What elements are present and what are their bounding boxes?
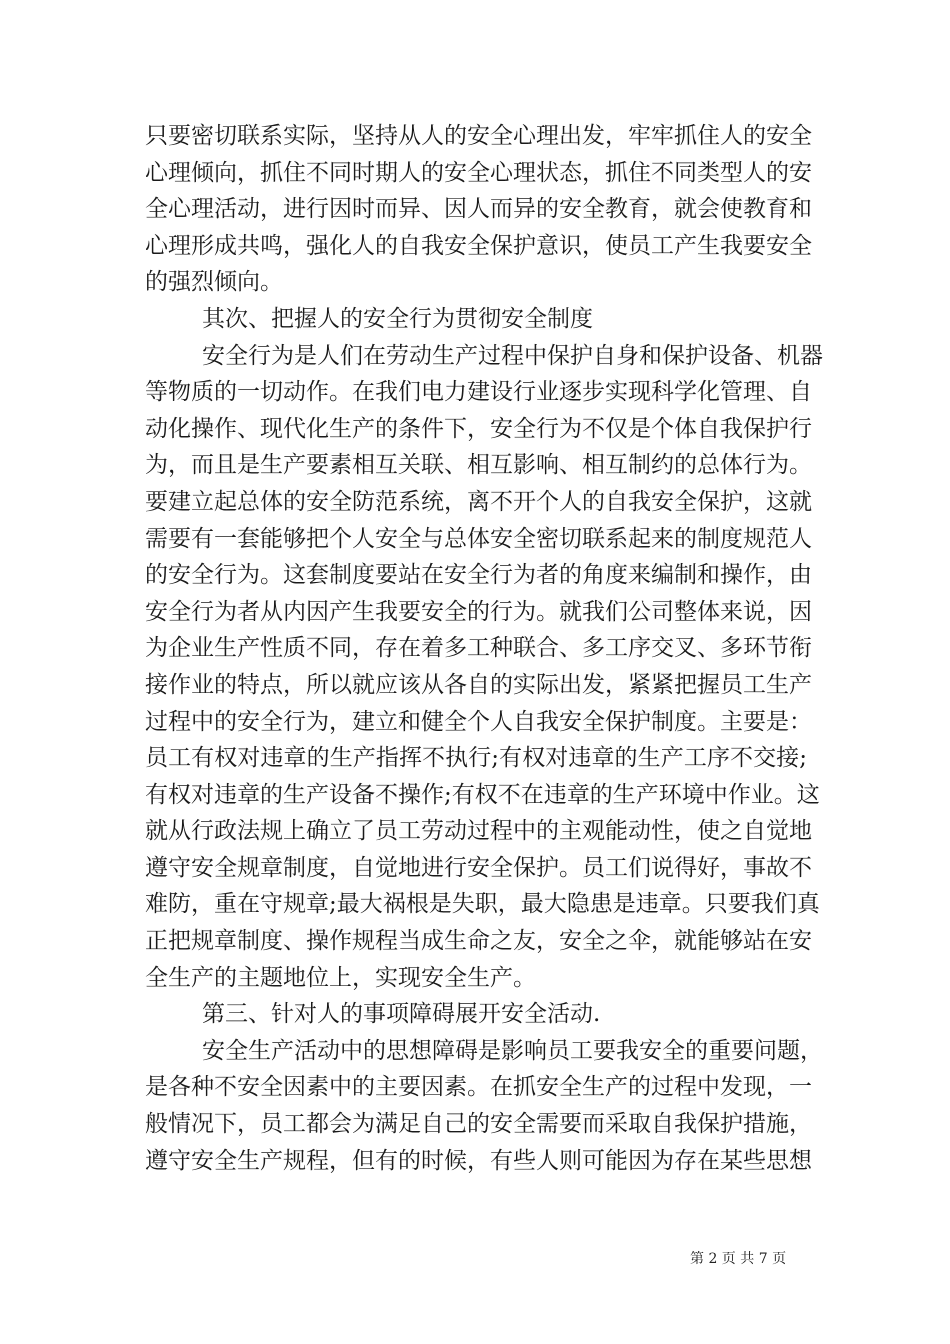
text-line: 安全行为者从内因产生我要安全的行为。就我们公司整体来说，因 <box>145 598 812 625</box>
text-line: 全生产的主题地位上，实现安全生产。 <box>145 964 536 991</box>
text-line: 其次、把握人的安全行为贯彻安全制度 <box>202 305 593 332</box>
text-line: 遵守安全规章制度，自觉地进行安全保护。员工们说得好，事故不 <box>145 854 812 881</box>
text-line: 遵守安全生产规程，但有的时候，有些人则可能因为存在某些思想 <box>145 1147 812 1174</box>
text-line: 安全行为是人们在劳动生产过程中保护自身和保护设备、机器 <box>202 342 823 369</box>
text-line: 动化操作、现代化生产的条件下，安全行为不仅是个体自我保护行 <box>145 415 812 442</box>
text-line: 心理形成共鸣，强化人的自我安全保护意识，使员工产生我要安全 <box>145 232 812 259</box>
text-line: 般情况下，员工都会为满足自己的安全需要而采取自我保护措施， <box>145 1111 812 1138</box>
text-line: 全心理活动，进行因时而异、因人而异的安全教育，就会使教育和 <box>145 196 812 223</box>
text-line: 接作业的特点，所以就应该从各自的实际出发，紧紧把握员工生产 <box>145 671 812 698</box>
text-line: 第三、针对人的事项障碍展开安全活动. <box>202 1001 601 1028</box>
text-line: 有权对违章的生产设备不操作;有权不在违章的生产环境中作业。这 <box>145 781 820 808</box>
text-line: 过程中的安全行为，建立和健全个人自我安全保护制度。主要是： <box>145 708 812 735</box>
text-line: 员工有权对违章的生产指挥不执行;有权对违章的生产工序不交接; <box>145 745 807 772</box>
text-line: 要建立起总体的安全防范系统，离不开个人的自我安全保护，这就 <box>145 488 812 515</box>
text-line: 等物质的一切动作。在我们电力建设行业逐步实现科学化管理、自 <box>145 379 812 406</box>
text-line: 就从行政法规上确立了员工劳动过程中的主观能动性，使之自觉地 <box>145 818 812 845</box>
document-body <box>145 118 823 1179</box>
text-line: 需要有一套能够把个人安全与总体安全密切联系起来的制度规范人 <box>145 525 812 552</box>
text-line: 是各种不安全因素中的主要因素。在抓安全生产的过程中发现，一 <box>145 1074 812 1101</box>
text-line: 安全生产活动中的思想障碍是影响员工要我安全的重要问题， <box>202 1037 823 1064</box>
text-line: 只要密切联系实际，坚持从人的安全心理出发，牢牢抓住人的安全 <box>145 123 812 149</box>
text-line: 难防，重在守规章;最大祸根是失职，最大隐患是违章。只要我们真 <box>145 891 820 918</box>
text-line: 为企业生产性质不同，存在着多工种联合、多工序交叉、多环节衔 <box>145 635 812 662</box>
text-line: 的强烈倾向。 <box>145 269 283 296</box>
text-line: 为，而且是生产要素相互关联、相互影响、相互制约的总体行为。 <box>145 452 812 479</box>
text-line: 心理倾向，抓住不同时期人的安全心理状态，抓住不同类型人的安 <box>145 159 812 186</box>
text-line: 的安全行为。这套制度要站在安全行为者的角度来编制和操作，由 <box>145 562 812 589</box>
page-number: 第 2 页 共 7 页 <box>690 1251 787 1267</box>
text-line: 正把规章制度、操作规程当成生命之友，安全之伞，就能够站在安 <box>145 928 812 955</box>
